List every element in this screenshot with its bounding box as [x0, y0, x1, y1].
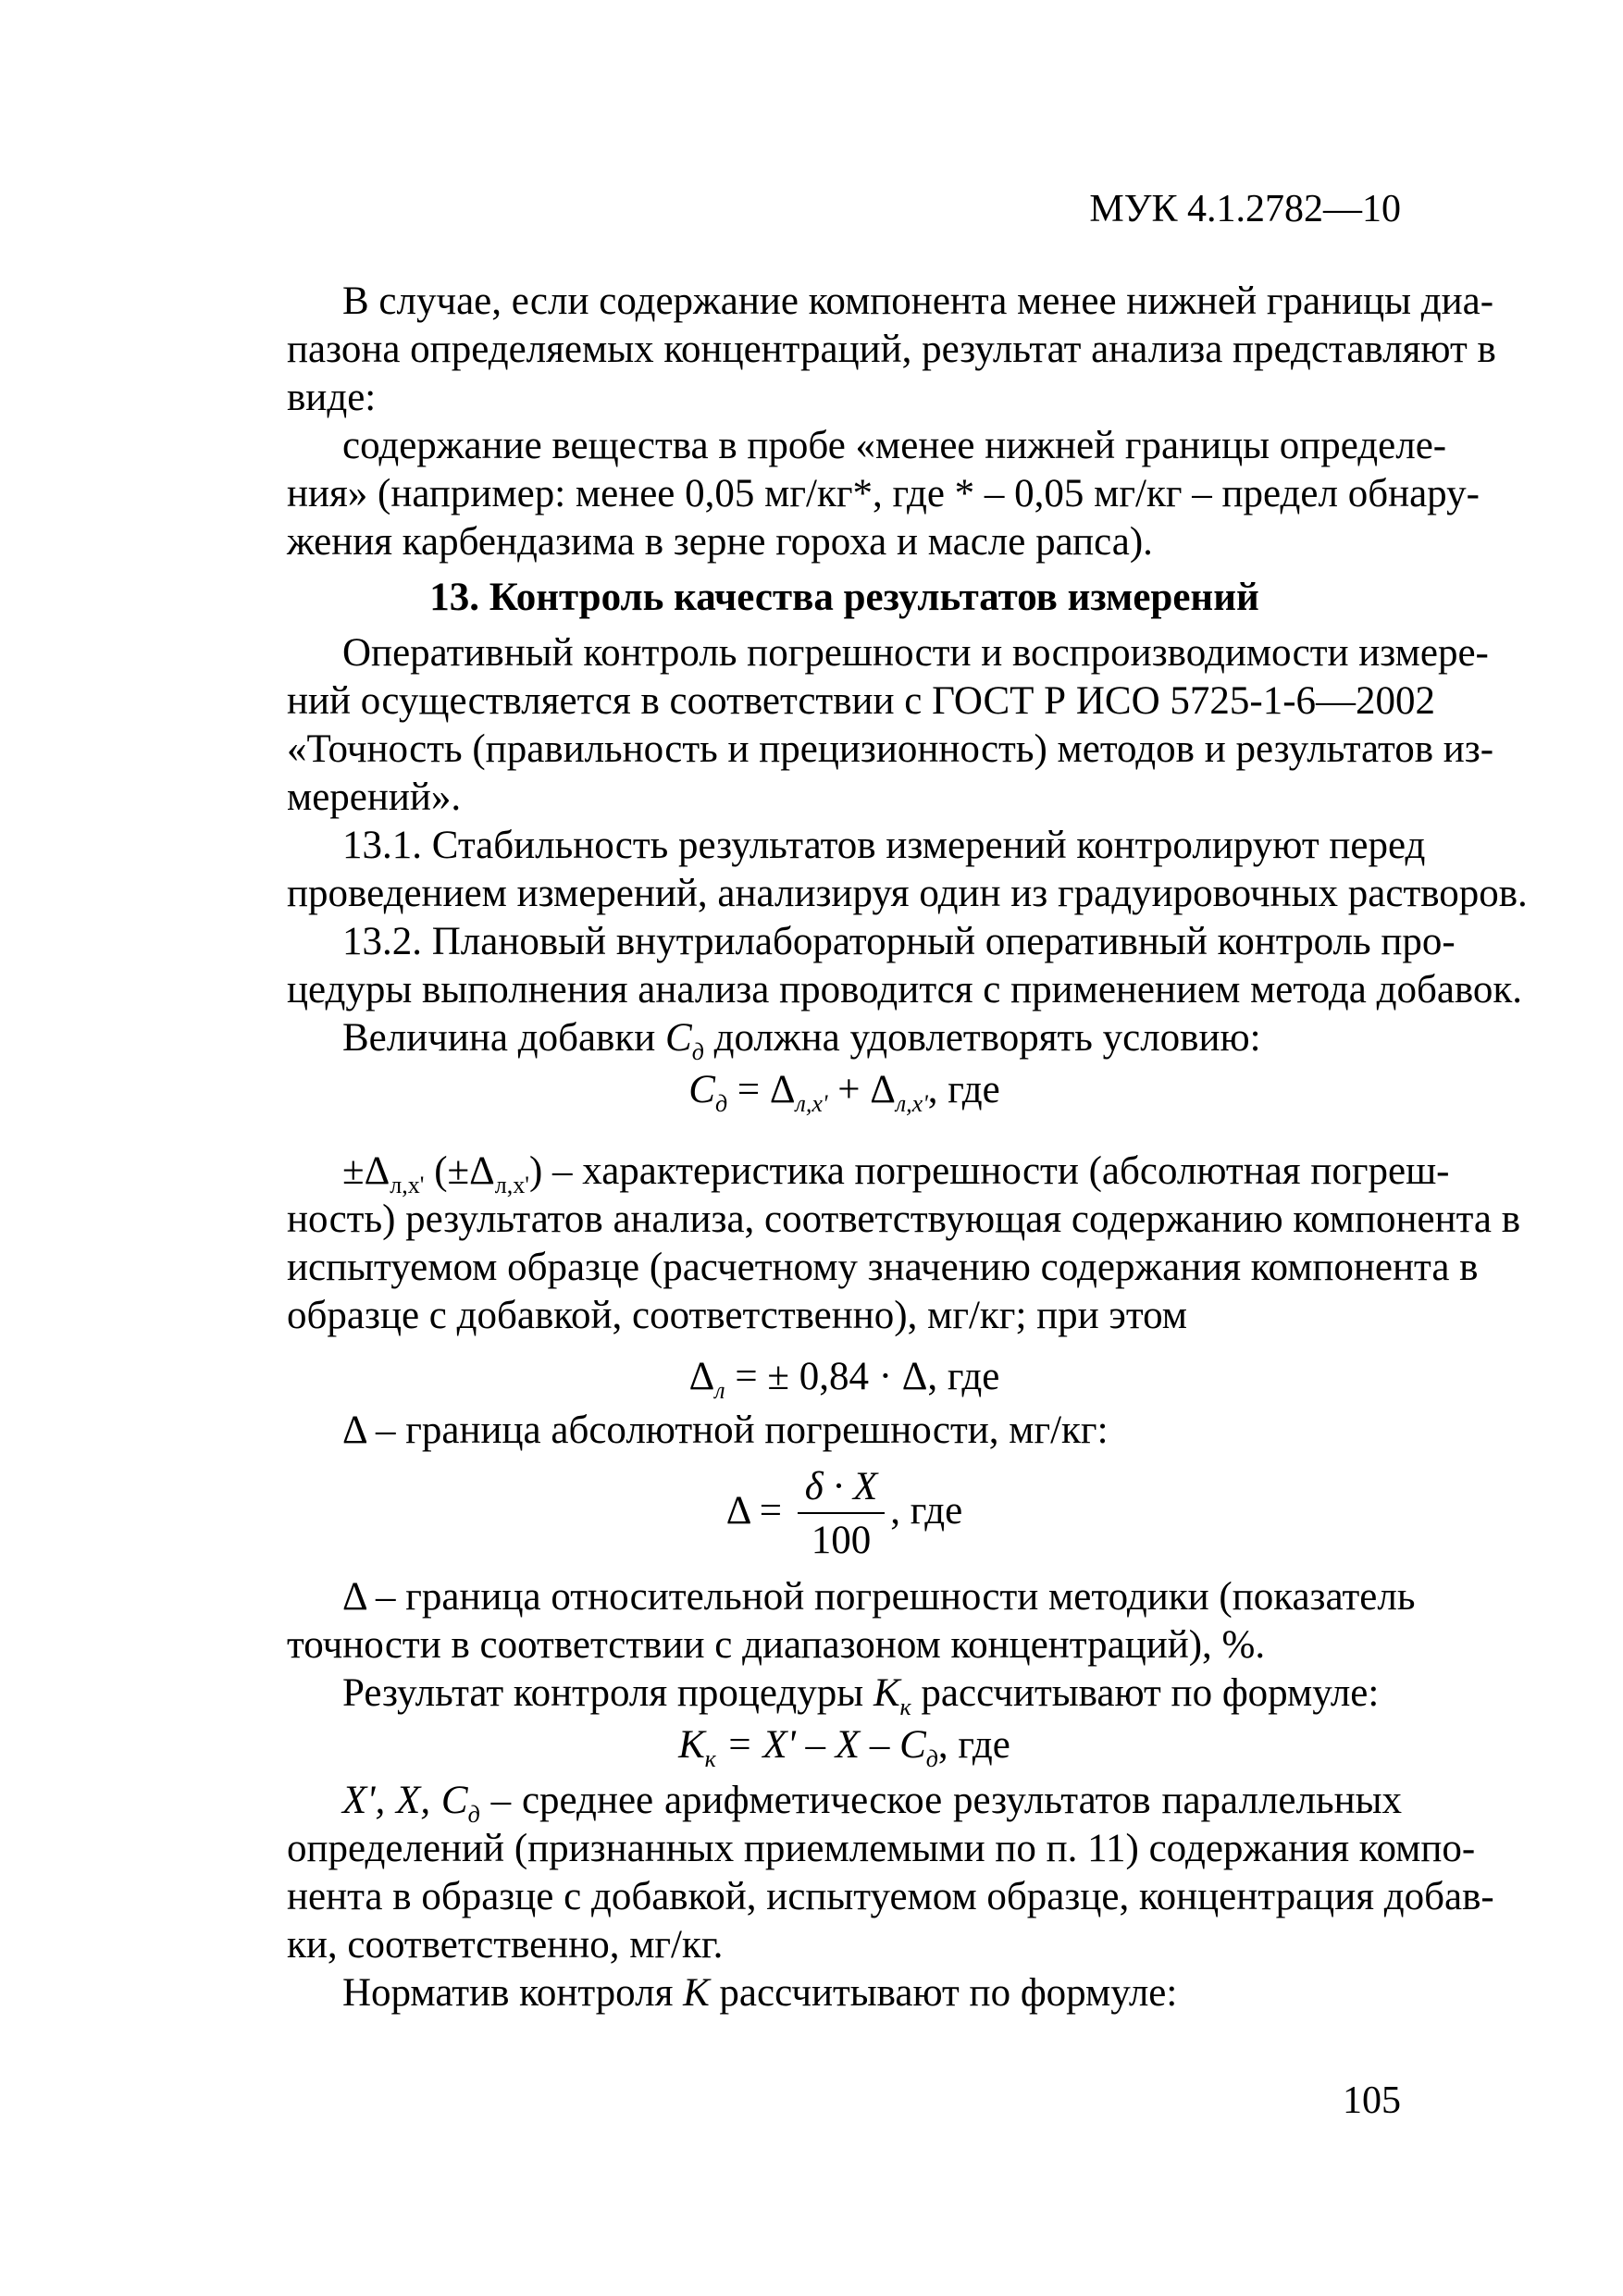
- text-line: жения карбендазима в зерне гороха и масле рапса).: [287, 520, 1153, 564]
- formula-delta-fraction: Δ = $\frac{\delta \cdot X}{100}$ , где: [725, 1465, 963, 1563]
- document-code-header: МУК 4.1.2782—10: [1089, 188, 1401, 230]
- text-line: ность) результатов анализа, соответствующая содержанию компонента в: [287, 1198, 1521, 1241]
- text-line: «Точность (правильность и прецизионность) методов и результатов из-: [287, 727, 1494, 771]
- text-line: цедуры выполнения анализа проводится с применением метода добавок.: [287, 968, 1523, 1011]
- fraction: $\frac{\delta \cdot X}{100}$: [798, 1464, 886, 1564]
- text-line: испытуемом образце (расчетному значению содержания компонента в: [287, 1246, 1479, 1289]
- text-line: ния» (например: менее 0,05 мг/кг*, где * – 0,05 мг/кг – предел обнару-: [287, 472, 1480, 515]
- page-number: 105: [1343, 2079, 1401, 2122]
- section-heading: 13. Контроль качества результатов измерений: [429, 576, 1259, 619]
- text-line: виде:: [287, 376, 377, 419]
- text-line: Оперативный контроль погрешности и воспроизводимости измере-: [342, 631, 1489, 675]
- text-line: содержание вещества в пробе «менее нижней границы определе-: [342, 424, 1447, 467]
- text-line: X', X, $С_д$ – среднее арифметическое результатов параллельных: [342, 1779, 1402, 1828]
- text-line: Δ – граница относительной погрешности методики (показатель: [342, 1575, 1416, 1619]
- text-line: ний осуществляется в соответствии с ГОСТ Р ИСО 5725-1-6—2002: [287, 679, 1436, 723]
- text-line: образце с добавкой, соответственно), мг/кг; при этом: [287, 1294, 1187, 1337]
- text-line: пазона определяемых концентраций, результат анализа представляют в: [287, 328, 1496, 371]
- text-line: мерений».: [287, 776, 462, 819]
- text-line: Δ – граница абсолютной погрешности, мг/кг:: [342, 1409, 1109, 1452]
- text-line: 13.1. Стабильность результатов измерений контролируют перед: [342, 824, 1426, 867]
- text-line: $\pm\Delta_{л,х'}$ $(\pm\Delta_{л,х'})$ – характеристика погрешности (абсолютная погреш-: [342, 1149, 1450, 1198]
- text-line: определений (признанных приемлемыми по п. 11) содержания компо-: [287, 1827, 1476, 1870]
- text-line: В случае, если содержание компонента менее нижней границы диа-: [342, 279, 1494, 323]
- text-line: Норматив контроля К рассчитывают по формуле:: [342, 1971, 1178, 2015]
- text-line: Величина добавки $С_д$ должна удовлетворять условию:: [342, 1016, 1261, 1065]
- text-line: 13.2. Плановый внутрилабораторный оперативный контроль про-: [342, 920, 1456, 963]
- text-line: ки, соответственно, мг/кг.: [287, 1923, 724, 1967]
- text-line: проведением измерений, анализируя один из градуировочных растворов.: [287, 872, 1528, 915]
- text-line: Результат контроля процедуры $К_к$ рассчитывают по формуле:: [342, 1671, 1380, 1720]
- formula-control-result: $К_к = X' - X - С_д$, где: [678, 1723, 1010, 1772]
- text-line: нента в образце с добавкой, испытуемом образце, концентрация добав-: [287, 1875, 1494, 1918]
- formula-delta-l: $\Delta_л$ = ± 0,84 · Δ, где: [688, 1355, 1000, 1404]
- text-line: точности в соответствии с диапазоном концентраций), %.: [287, 1623, 1266, 1667]
- formula-additive-condition: $С_д = \Delta_{л,х'} + \Delta_{л,х'}$, где: [688, 1068, 1000, 1117]
